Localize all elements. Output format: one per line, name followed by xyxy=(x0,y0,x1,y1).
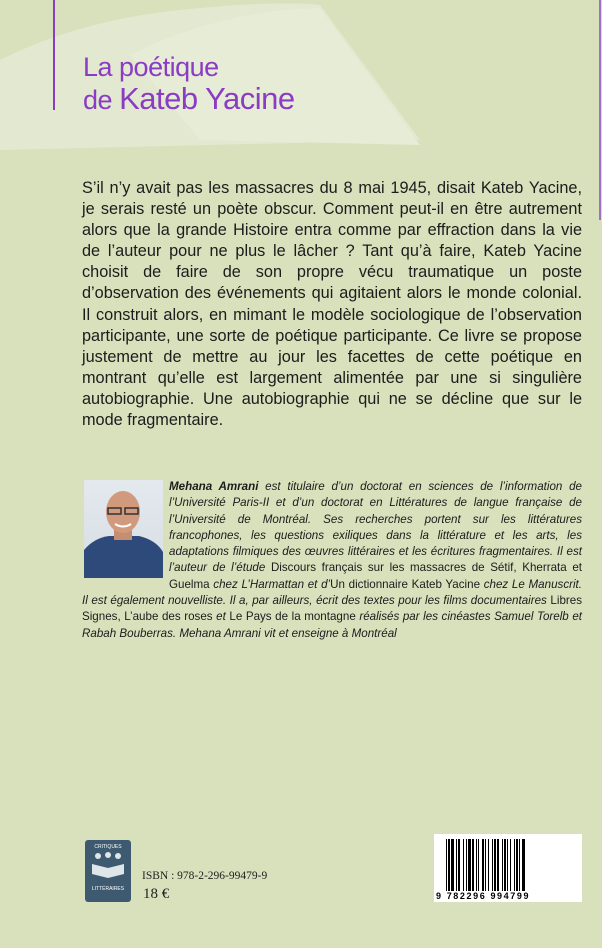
bio-text: chez Le Manuscrit. Il est également nouvelliste. Il a, par ailleurs, écrit des textes pour les films documentaires xyxy=(82,577,582,608)
bio-text: et xyxy=(212,610,230,624)
bio-work-title: Libres Signes, L’aube des roses xyxy=(82,594,582,624)
logo-top-text: CRITIQUES xyxy=(94,844,122,850)
barcode xyxy=(434,834,582,902)
title-de: de xyxy=(83,85,113,115)
bio-text: est titulaire d’un doctorat en sciences de l’information de l’Université Paris-II et d’un doctorat en Littératures de langue française de l’Université de Montréal. Ses recherches portent sur les littératures francophones, les questions exiliques dans la littérature et les arts, les adaptations filmiques des œuvres littéraires et les écritures fragmentaires. Il est l’auteur de l’étude xyxy=(169,480,582,575)
logo-bottom-text: LITTÉRAIRES xyxy=(91,886,125,892)
open-book-icon xyxy=(90,850,126,884)
bio-work-title: Un dictionnaire Kateb Yacine xyxy=(330,577,481,591)
book-summary: S’il n’y avait pas les massacres du 8 mai 1945, disait Kateb Yacine, je serais resté un poète obscur. Comment peut-il en être autrement alors que la grande Histoire entra comme par effraction dans la vie de l’auteur pour ne plus le lâcher ? Tant qu’à faire, Kateb Yacine choisit de faire de son propre vécu traumatique un poste d’observation des événements qui agitaient alors le monde colonial. Il construit alors, en mimant le modèle sociologique de l’observation participante, une sorte de poétique participante. Ce livre se propose justement de mettre au jour les facettes de cette poétique en montrant qu’elle est largement alimentée par une si singulière autobiographie. Une autobiographie qui ne se décline que sur le mode fragmentaire. xyxy=(82,179,582,430)
bio-work-title: Le Pays de la montagne xyxy=(229,610,356,624)
bio-text: réalisés par les cinéastes Samuel Torelb et Rabah Bouberras. Mehana Amrani vit et enseigne à Montréal xyxy=(82,610,582,640)
isbn: ISBN : 978-2-296-99479-9 xyxy=(142,870,268,882)
title-line-1: La poétique xyxy=(83,52,219,82)
title-accent-line xyxy=(53,0,55,110)
barcode-number: 9 782296 994799 xyxy=(436,891,580,901)
edge-line xyxy=(599,0,601,220)
title-author: Kateb Yacine xyxy=(119,81,295,116)
bio-text: chez L’Harmattan et d’ xyxy=(209,577,331,591)
author-bio xyxy=(82,479,582,642)
barcode-bar xyxy=(525,839,526,891)
author-name: Mehana Amrani xyxy=(169,480,259,493)
collection-logo xyxy=(85,840,131,902)
bio-work-title: Discours français sur les massacres de Sétif, Kherrata et Guelma xyxy=(169,561,582,591)
book-title xyxy=(83,52,295,116)
price: 18 € xyxy=(143,886,170,902)
